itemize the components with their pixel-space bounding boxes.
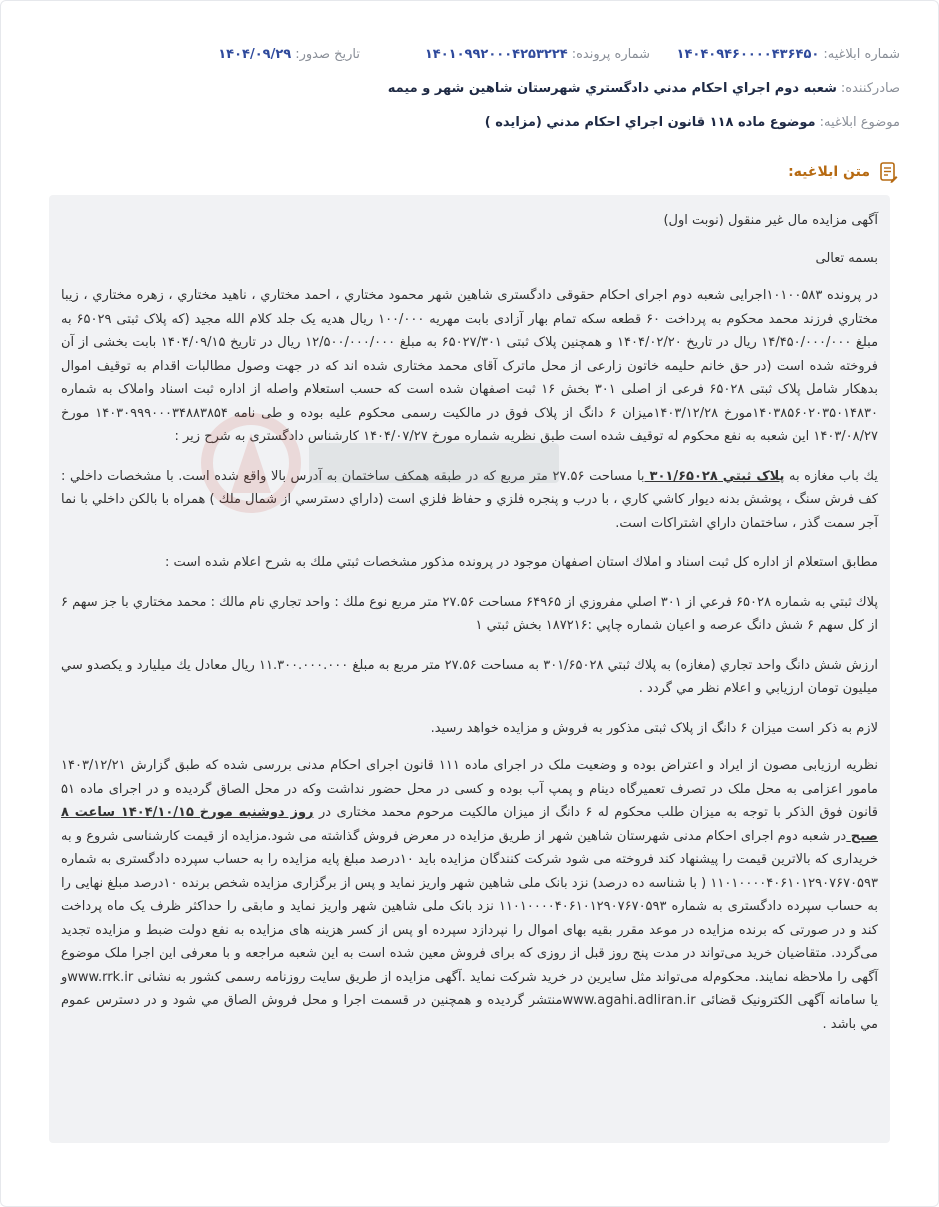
notice-number: [650, 47, 900, 62]
body-paragraph-note: لازم به ذکر است میزان ۶ دانگ از پلاک ثبتی مذکور به فروش و مزایده خواهد رسید.: [430, 720, 878, 736]
issue-date: [218, 47, 360, 62]
notice-body: [49, 195, 890, 1143]
property-plate-number: پلاک ثبتي ۳۰۱/۶۵۰۲۸: [644, 468, 785, 484]
issue-date-value: ۱۴۰۴/۰۹/۲۹: [218, 47, 292, 62]
body-heading: آگهی مزایده مال غیر منقول (نوبت اول): [663, 213, 878, 228]
meta-row-identifiers: [39, 47, 900, 62]
notice-text-heading: [788, 161, 898, 183]
body-paragraph-registry: مطابق استعلام از اداره كل ثبت اسناد و املاك استان اصفهان موجود در پرونده مذكور مشخصات ثبتي ملك به شرح اعلام شده است :: [164, 555, 878, 570]
auction-terms: در شعبه دوم اجرای احکام مدنی شهرستان شاهین شهر از طریق مزایده در معرض فروش گذاشته می شود.مزایده از قیمت کارشناسی شروع و به خریداری که بالاترین قیمت را پیشنهاد کند فروخته می شود شرکت کنندگان مزایده باید ۱۰درصد مبلغ پایه مزایده را به حساب سپرده دادگستری به شماره ۱۱۰۱۰۰۰۰۴۰۶۱۰۱۲۹۰۷۶۷۰۵۹۳ ( با شناسه ده درصد) نزد بانک ملی شاهین شهر واریز نماید و پس از برگزاری مزایده شخص برنده ۱۰درصد مبلغ نهایی را به حساب سپرده دادگستری به شماره ۱۱۰۱۰۰۰۰۴۰۶۱۰۱۲۹۰۷۶۷۰۵۹۳ نزد بانک ملی شاهین شهر واریز نماید و مابقی را حداکثر ظرف یک ماه پرداخت کند و در صورتی که برنده مزایده در موعد مقرر بقیه بهای اموال را نپردازد سپرده او پس از کسر هزینه های مزایده به نفع دولت ضبط و مزایده تجدید می‌گردد. متقاضیان خرید می‌تواند در مدت پنج روز قبل از روزی که برای فروش معین شده است به این شعبه مراجعه و با معرفی این اجرا ملک موضوع آگهی را ملاحظه نمایند. محکوم‌له می‌تواند مثل سایرین در خرید شرکت نماید .آگهی مزایده از طریق سایت روزنامه رسمی کشور به نشانی www.rrk.irو یا سامانه آگهی الکترونیک قضائی www.agahi.adliran.irمنتشر گرديده و همچنين در قسمت اجرا و محل فروش الصاق مي شود و در دسترس عموم مي باشد .: [61, 828, 878, 1032]
issuer-value: شعبه دوم اجراي احكام مدني دادگستري شهرستان شاهين شهر و ميمه: [387, 81, 837, 96]
body-paragraph-valuation: ارزش شش دانگ واحد تجاري (مغازه) به پلاك ثبتي ۳۰۱/۶۵۰۲۸ به مساحت ۲۷.۵۶ متر مربع به مبلغ ۱۱.۳۰۰.۰۰۰.۰۰۰ ريال معادل يك ميليارد و يكصدو سي ميليون تومان ارزيابي و اعلام نظر مي گردد .: [61, 657, 878, 696]
auction-intro: نظریه ارزیابی مصون از ایراد و اعتراض بوده و وضعیت ملک در اجرای ماده ۱۱۱ قانون اجرای احکام مدنی بررسی شده که طبق گزارش ۱۴۰۳/۱۲/۲۱ مامور اعزامی به محل ملک در تصرف تعمیرگاه دینام و پمپ آب بوده و کسی در محل حضور نداشت وکه در محل الصاق گردیده و در اجرای ماده ۵۱ قانون فوق الذکر با توجه به میزان طلب محکوم له ۶ دانگ از میزان مالکیت مرحوم محمد مختاری در: [61, 758, 879, 820]
document-edit-icon: [878, 161, 898, 183]
body-paragraph-property: [61, 465, 878, 536]
notice-text-title: متن ابلاغيه:: [788, 164, 870, 180]
issuer-label: صادرکننده:: [840, 81, 900, 96]
meta-row-issuer: [39, 81, 900, 96]
notice-number-label: شماره ابلاغيه:: [823, 47, 900, 62]
body-salutation: بسمه تعالی: [815, 250, 878, 266]
property-intro: يك باب مغازه به: [784, 468, 879, 484]
auction-date-time: روز دوشنبه مورخ ۱۴۰۴/۱۰/۱۵ ساعت ۸ صبح: [61, 805, 878, 844]
case-number: [360, 47, 650, 62]
issue-date-label: تاريخ صدور:: [295, 47, 360, 62]
case-number-label: شماره پرونده:: [571, 47, 650, 62]
subject-value: موضوع ماده ۱۱۸ قانون اجراي احكام مدني (مزايده ): [484, 115, 816, 130]
notice-number-value: ۱۴۰۴۰۹۴۶۰۰۰۰۴۳۶۴۵۰: [676, 47, 820, 62]
case-number-value: ۱۴۰۱۰۹۹۲۰۰۰۴۲۵۳۲۲۴: [424, 47, 568, 62]
meta-row-subject: [39, 115, 900, 130]
body-paragraph-auction: [61, 754, 878, 1036]
body-paragraph-case: در پرونده ۱۰۱۰۰۵۸۳اجرایی شعبه دوم اجرای احکام حقوقی دادگستری شاهین شهر محمود مختاري ، احمد مختاري ، ناهيد مختاري ، زهره مختاري ، زیبا مختاري فرزند محمد محکوم به پرداخت ۶۰ قطعه سکه تمام بهار آزادی بابت مهریه ۱۰۰/۰۰۰ ریال هدیه یک جلد کلام الله مجید (که پلاک ثبتی ۶۵۰۲۹ به مبلغ ۱۴/۴۵۰/۰۰۰/۰۰۰ ریال در تاریخ ۱۴۰۴/۰۲/۲۰ و همچنین پلاک ثبتی ۶۵۰۲۷/۳۰۱ به مبلغ ۱۲/۵۰۰/۰۰۰/۰۰۰ ریال در تاریخ ۱۴۰۴/۰۹/۱۵ بابت بخشی از آن فروخته شده است (در حق خانم حلیمه خاتون زارعی از محل ماترک آقای محمد مختاری شده اند که در جهت وصول مطالبات اقدام به توقیف اموال بدهکار شامل پلاک ثبتی ۶۵۰۲۸ فرعی از اصلی ۳۰۱ بخش ۱۶ ثبت اصفهان شده است که حسب استعلام واصله از اداره ثبت اسناد واملاک به شماره ۱۴۰۳۸۵۶۰۲۰۳۵۰۱۴۸۳۰مورخ ۱۴۰۳/۱۲/۲۸میزان ۶ دانگ از پلاک فوق در مالکیت رسمی محکوم علیه بوده و طی نامه ۱۴۰۳۰۹۹۹۰۰۰۳۴۸۸۳۸۵۴ مورخ ۱۴۰۳/۰۸/۲۷ این شعبه به نفع محکوم له توقیف شده است طبق نظریه شماره مورخ ۱۴۰۴/۰۷/۲۷ کارشناس دادگستری به شرح زیر :: [61, 288, 879, 444]
property-description: با مساحت ۲۷.۵۶ متر مربع كه در طبقه همكف ساختمان به آدرس بالا واقع شده است. با مشخصات داخلي : كف فرش سنگ ، پوشش بدنه ديوار كاشي كاري ، با درب و پنجره فلزي و حفاظ فلزي است (داراي دسترسي از شمال ملك ) همراه با بالكن داخلي با نما آجر سمت گذر ، ساختمان داراي اشتراكات است.: [61, 468, 878, 531]
subject-label: موضوع ابلاغيه:: [819, 115, 900, 130]
body-paragraph-plate-details: پلاك ثبتي به شماره ۶۵۰۲۸ فرعي از ۳۰۱ اصلي مفروزي از ۶۴۹۶۵ مساحت ۲۷.۵۶ متر مربع نوع ملك : واحد تجاري نام مالك : محمد مختاري با جز سهم ۶ از كل سهم ۶ شش دانگ عرصه و اعيان شماره چاپي :۱۸۷۲۱۶ بخش ثبتي ۱: [61, 594, 879, 633]
